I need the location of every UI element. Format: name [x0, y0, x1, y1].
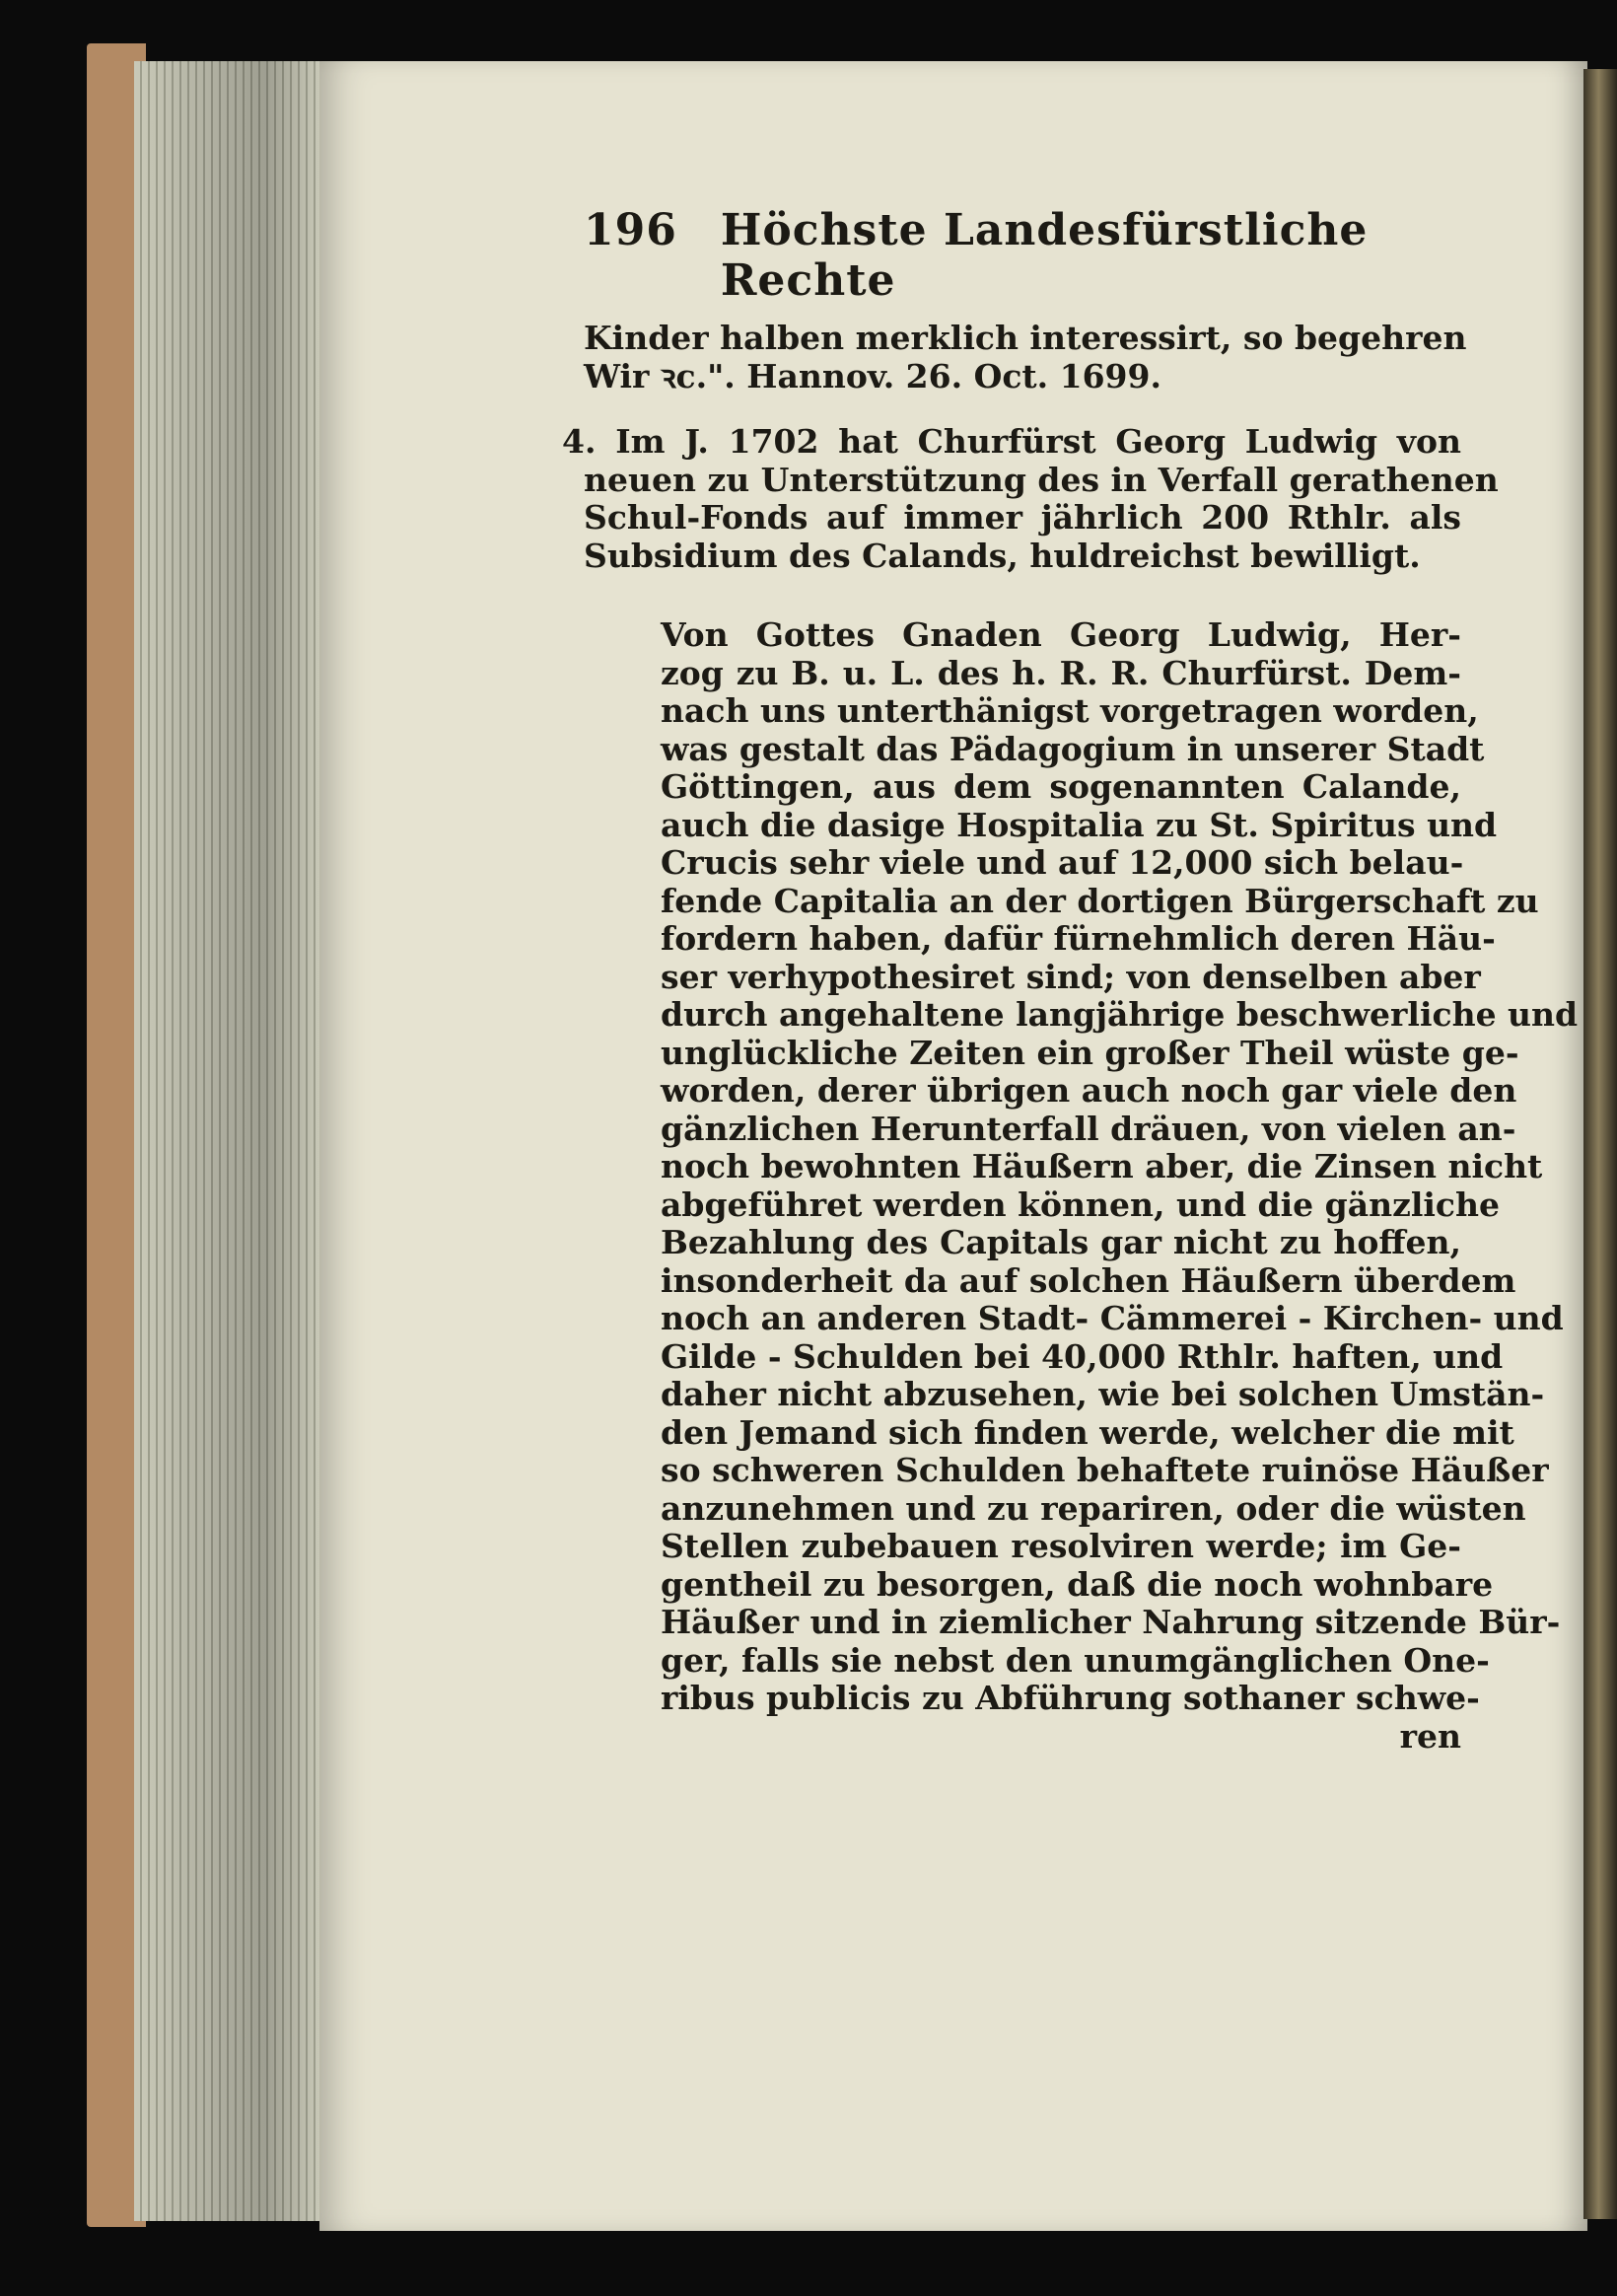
text-line: nach uns unterthänigst vorgetragen worden, [661, 691, 1479, 730]
text-line: ser verhypothesiret sind; von denselben aber [661, 957, 1481, 996]
text-line: fende Capitalia an der dortigen Bürgerschaft zu [661, 881, 1539, 920]
text-line: durch angehaltene langjährige beschwerliche und [661, 995, 1579, 1034]
running-header [584, 205, 1461, 306]
page-text [562, 205, 1579, 1756]
text-line: Schul-Fonds auf immer jährlich 200 Rthlr. als [584, 498, 1461, 537]
text-line: Kinder halben merklich interessirt, so begehren [584, 319, 1467, 357]
text-line: Gilde - Schulden bei 40,000 Rthlr. haften, und [661, 1336, 1504, 1376]
text-line: zog zu B. u. L. des h. R. R. Churfürst. Dem- [661, 653, 1461, 692]
facing-page-edge [1583, 69, 1617, 2219]
text-line: was gestalt das Pädagogium in unserer Stadt [661, 729, 1485, 768]
text-line: noch bewohnten Häußern aber, die Zinsen nicht [661, 1147, 1543, 1185]
page-number: 196 [584, 205, 677, 255]
text-line: Crucis sehr viele und auf 12,000 sich belau- [661, 843, 1464, 882]
catchword: ren [1399, 1716, 1461, 1756]
text-line: Wir ꝛc.". Hannov. 26. Oct. 1699. [584, 356, 1161, 395]
text-line: insonderheit da auf solchen Häußern überdem [661, 1260, 1516, 1300]
text-line: Von Gottes Gnaden Georg Ludwig, Her- [661, 615, 1461, 654]
text-line: Stellen zubebauen resolviren werde; im Ge- [661, 1527, 1461, 1565]
text-line: worden, derer übrigen auch noch gar viele den [661, 1071, 1517, 1110]
text-line: fordern haben, dafür fürnehmlich deren Häu- [661, 919, 1496, 958]
text-line: so schweren Schulden behaftete ruinöse Häußer [661, 1451, 1549, 1489]
text-line: den Jemand sich finden werde, welcher die mit [661, 1412, 1514, 1452]
text-line: Göttingen, aus dem sogenannten Calande, [661, 767, 1461, 806]
text-line: neuen zu Unterstützung des in Verfall gerathenen [584, 460, 1499, 499]
paragraph-1 [584, 319, 1467, 395]
text-line: daher nicht abzusehen, wie bei solchen Umstän- [661, 1375, 1545, 1413]
page-stack-shadow [134, 61, 321, 2221]
text-line: ger, falls sie nebst den unumgänglichen One- [661, 1640, 1490, 1680]
running-title: Höchste Landesfürstliche Rechte [720, 205, 1369, 306]
text-line: unglückliche Zeiten ein großer Theil wüste ge- [661, 1033, 1519, 1072]
text-line: ribus publicis zu Abführung sothaner schwe- [661, 1679, 1480, 1717]
text-line: anzunehmen und zu repariren, oder die wüsten [661, 1488, 1526, 1528]
text-line: Häußer und in ziemlicher Nahrung sitzende Bür- [661, 1603, 1561, 1641]
text-line: 4. Im J. 1702 hat Churfürst Georg Ludwig von [562, 422, 1461, 461]
paragraph-2 [562, 422, 1499, 575]
text-line: abgeführet werden können, und die gänzliche [661, 1184, 1500, 1224]
text-line: Bezahlung des Capitals gar nicht zu hoffen, [661, 1223, 1461, 1261]
text-line: Subsidium des Calands, huldreichst bewilligt. [584, 536, 1421, 575]
paragraph-3 [584, 615, 1579, 1718]
text-line: auch die dasige Hospitalia zu St. Spiritus und [661, 805, 1498, 844]
text-line: noch an anderen Stadt- Cämmerei - Kirchen- und [661, 1299, 1564, 1337]
text-line: gänzlichen Herunterfall dräuen, von vielen an- [661, 1109, 1516, 1148]
text-line: gentheil zu besorgen, daß die noch wohnbare [661, 1564, 1494, 1604]
